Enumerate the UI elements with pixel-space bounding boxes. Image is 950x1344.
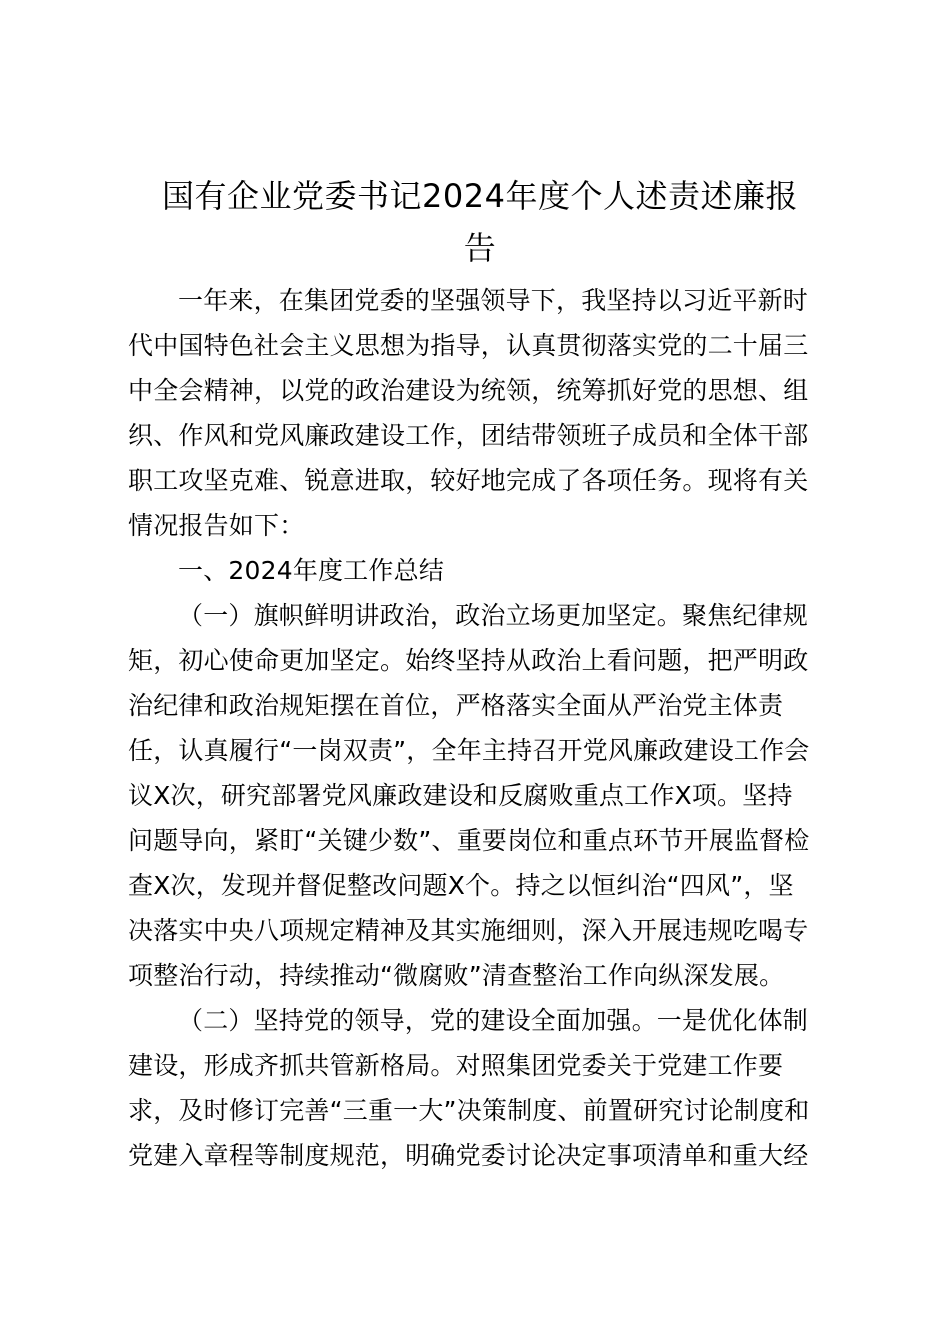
body-line: 一年来，在集团党委的坚强领导下，我坚持以习近平新时: [178, 286, 809, 315]
body-line: 中全会精神，以党的政治建设为统领，统筹抓好党的思想、组: [128, 376, 809, 405]
body-line: 决落实中央八项规定精神及其实施细则，深入开展违规吃喝专: [128, 916, 809, 945]
body-line: 党建入章程等制度规范，明确党委讨论决定事项清单和重大经: [128, 1141, 809, 1170]
body-line: 查X次，发现并督促整改问题X个。持之以恒纠治“四风”，坚: [128, 871, 794, 900]
body-line: （一）旗帜鲜明讲政治，政治立场更加坚定。聚焦纪律规: [178, 601, 809, 630]
body-line: 情况报告如下：: [128, 511, 305, 540]
title-line-1: 国有企业党委书记2024年度个人述责述廉报: [162, 177, 798, 215]
document-body: [128, 278, 828, 1178]
body-line: 求，及时修订完善“三重一大”决策制度、前置研究讨论制度和: [128, 1096, 810, 1125]
body-line: 职工攻坚克难、锐意进取，较好地完成了各项任务。现将有关: [128, 466, 809, 495]
body-line: 问题导向，紧盯“关键少数”、重要岗位和重点环节开展监督检: [128, 826, 810, 855]
body-line: 矩，初心使命更加坚定。始终坚持从政治上看问题，把严明政: [128, 646, 809, 675]
document-title: [120, 170, 840, 274]
body-line: 项整治行动，持续推动“微腐败”清查整治工作向纵深发展。: [128, 961, 785, 990]
body-line: 建设，形成齐抓共管新格局。对照集团党委关于党建工作要: [128, 1051, 784, 1080]
body-line: 一、2024年度工作总结: [178, 556, 445, 585]
title-line-2: 告: [463, 229, 497, 267]
body-line: 代中国特色社会主义思想为指导，认真贯彻落实党的二十届三: [128, 331, 809, 360]
body-line: 治纪律和政治规矩摆在首位，严格落实全面从严治党主体责: [128, 691, 784, 720]
body-line: 任，认真履行“一岗双责”，全年主持召开党风廉政建设工作会: [128, 736, 810, 765]
body-line: （二）坚持党的领导，党的建设全面加强。一是优化体制: [178, 1006, 809, 1035]
body-line: 织、作风和党风廉政建设工作，团结带领班子成员和全体干部: [128, 421, 809, 450]
body-line: 议X次，研究部署党风廉政建设和反腐败重点工作X项。坚持: [128, 781, 793, 810]
